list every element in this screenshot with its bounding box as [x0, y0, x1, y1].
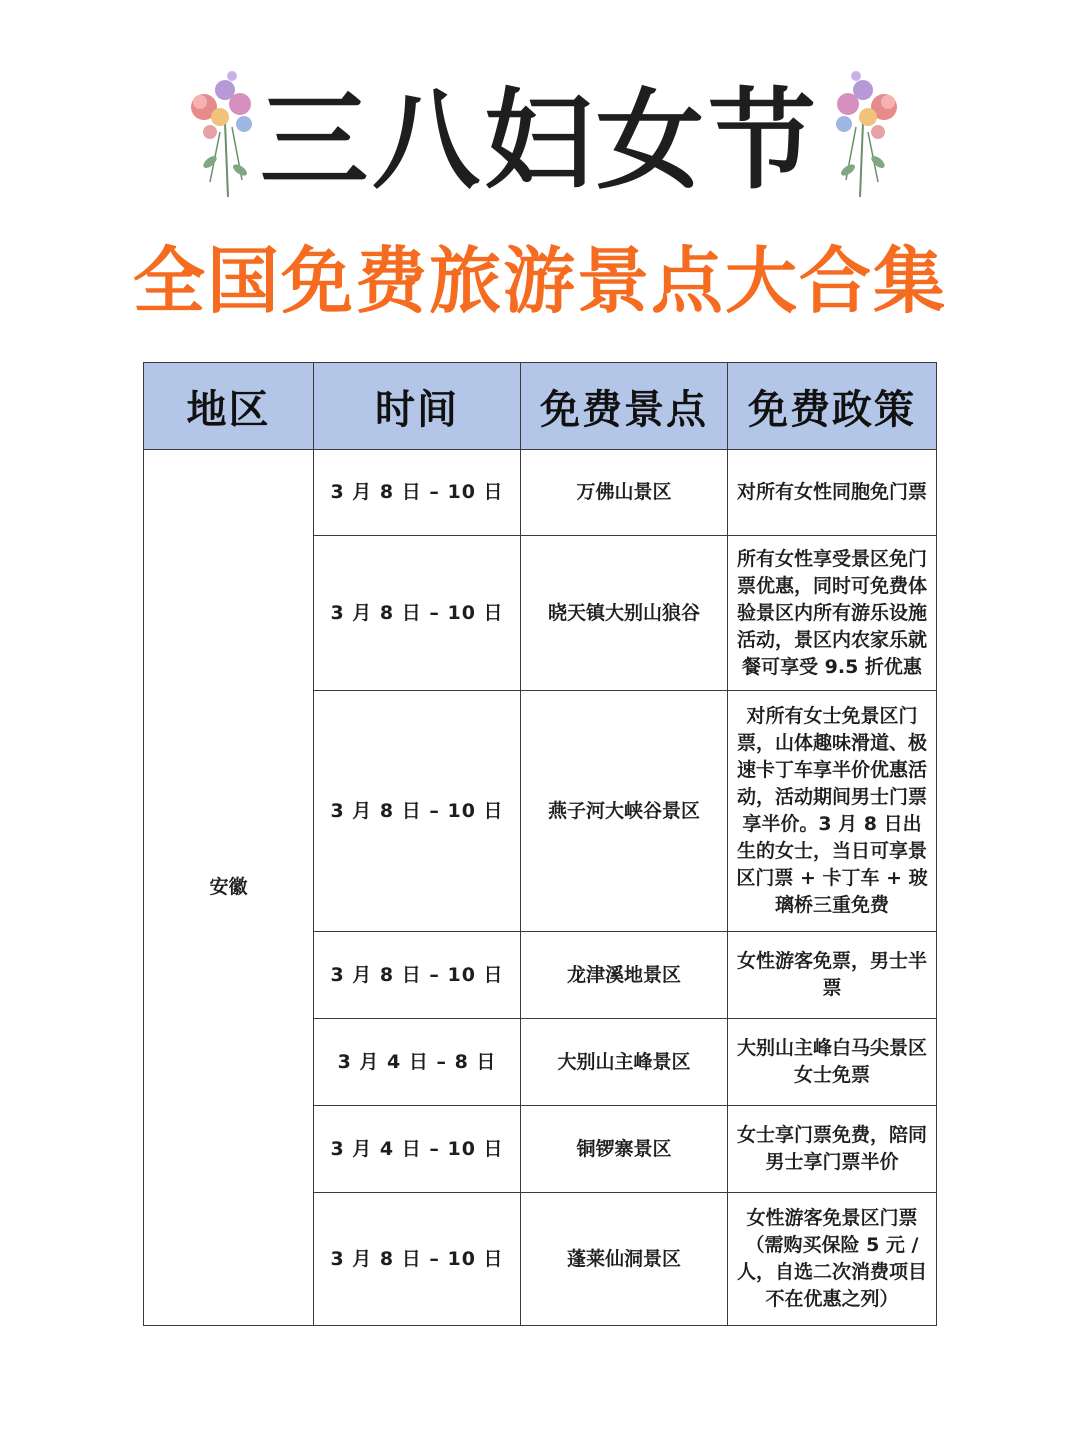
time-cell: 3 月 8 日 – 10 日	[314, 691, 521, 932]
spot-cell: 燕子河大峡谷景区	[521, 691, 728, 932]
free-spots-table	[143, 362, 937, 1326]
column-header-region: 地区	[144, 363, 314, 450]
policy-cell: 女性游客免景区门票（需购买保险 5 元 / 人，自选二次消费项目不在优惠之列）	[728, 1193, 937, 1326]
page-subtitle: 全国免费旅游景点大合集	[132, 239, 947, 323]
spot-cell: 万佛山景区	[521, 450, 728, 536]
time-cell: 3 月 8 日 – 10 日	[314, 450, 521, 536]
spot-cell: 蓬莱仙洞景区	[521, 1193, 728, 1326]
spot-cell: 晓天镇大别山狼谷	[521, 536, 728, 691]
spot-cell: 铜锣寨景区	[521, 1106, 728, 1193]
policy-cell: 对所有女士免景区门票，山体趣味滑道、极速卡丁车享半价优惠活动，活动期间男士门票享半价。3 月 8 日出生的女士，当日可享景区门票 + 卡丁车 + 玻璃桥三重免费	[728, 691, 937, 932]
time-cell: 3 月 8 日 – 10 日	[314, 536, 521, 691]
time-cell: 3 月 8 日 – 10 日	[314, 1193, 521, 1326]
time-cell: 3 月 8 日 – 10 日	[314, 932, 521, 1019]
column-header-time: 时间	[314, 363, 521, 450]
policy-cell: 女性游客免票，男士半票	[728, 932, 937, 1019]
spot-cell: 大别山主峰景区	[521, 1019, 728, 1106]
header	[0, 0, 1080, 340]
policy-cell: 对所有女性同胞免门票	[728, 450, 937, 536]
spot-cell: 龙津溪地景区	[521, 932, 728, 1019]
time-cell: 3 月 4 日 – 10 日	[314, 1106, 521, 1193]
table-row	[144, 450, 937, 536]
page-title: 三八妇女节	[259, 79, 820, 204]
column-header-spot: 免费景点	[521, 363, 728, 450]
column-header-policy: 免费政策	[728, 363, 937, 450]
policy-cell: 大别山主峰白马尖景区女士免票	[728, 1019, 937, 1106]
time-cell: 3 月 4 日 – 8 日	[314, 1019, 521, 1106]
region-cell: 安徽	[144, 450, 314, 1326]
policy-cell: 女士享门票免费，陪同男士享门票半价	[728, 1106, 937, 1193]
policy-cell: 所有女性享受景区免门票优惠，同时可免费体验景区内所有游乐设施活动，景区内农家乐就餐可享受 9.5 折优惠	[728, 536, 937, 691]
table-header-row	[144, 363, 937, 450]
